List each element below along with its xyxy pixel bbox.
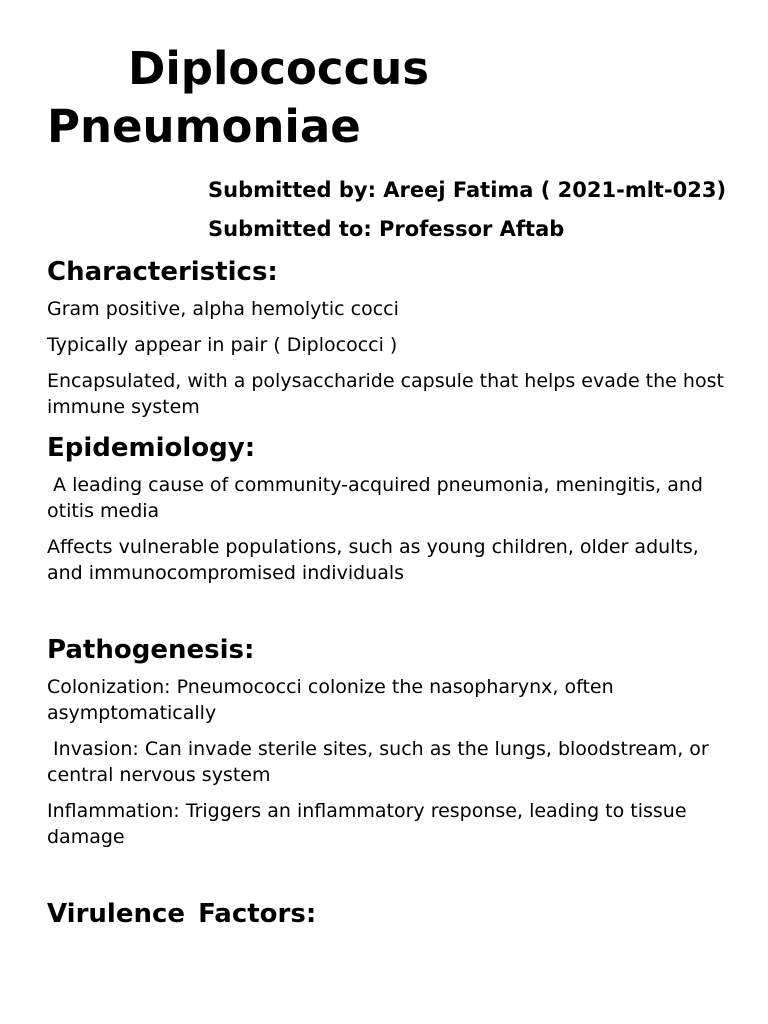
- paragraph: A leading cause of community-acquired pneumonia, meningitis, and otitis media: [47, 474, 710, 522]
- document-page: [47, 0, 727, 930]
- paragraph: Inflammation: Triggers an inflammatory response, leading to tissue damage: [47, 800, 687, 848]
- paragraph: Typically appear in pair ( Diplococci ): [47, 334, 398, 356]
- section-heading-virulence-factors: Virulence Factors:: [47, 899, 317, 929]
- document-title: Diplococcus Pneumoniae: [47, 42, 430, 153]
- submitted-to: Submitted to: Professor Aftab: [208, 217, 565, 241]
- paragraph: Colonization: Pneumococci colonize the nasopharynx, often asymptomatically: [47, 676, 614, 724]
- paragraph: Gram positive, alpha hemolytic cocci: [47, 298, 399, 320]
- section-heading-pathogenesis: Pathogenesis:: [47, 635, 255, 665]
- section-virulence-factors: [47, 898, 727, 930]
- section-epidemiology: [47, 432, 727, 586]
- paragraph: Affects vulnerable populations, such as young children, older adults, and immunocompromised individuals: [47, 536, 699, 584]
- section-heading-epidemiology: Epidemiology:: [47, 433, 256, 463]
- section-characteristics: [47, 256, 727, 420]
- section-heading-characteristics: Characteristics:: [47, 257, 278, 287]
- section-pathogenesis: [47, 634, 727, 850]
- submitted-by: Submitted by: Areej Fatima ( 2021-mlt-023): [208, 178, 727, 202]
- paragraph: Invasion: Can invade sterile sites, such as the lungs, bloodstream, or central nervous system: [47, 738, 715, 786]
- paragraph: Encapsulated, with a polysaccharide capsule that helps evade the host immune system: [47, 370, 724, 418]
